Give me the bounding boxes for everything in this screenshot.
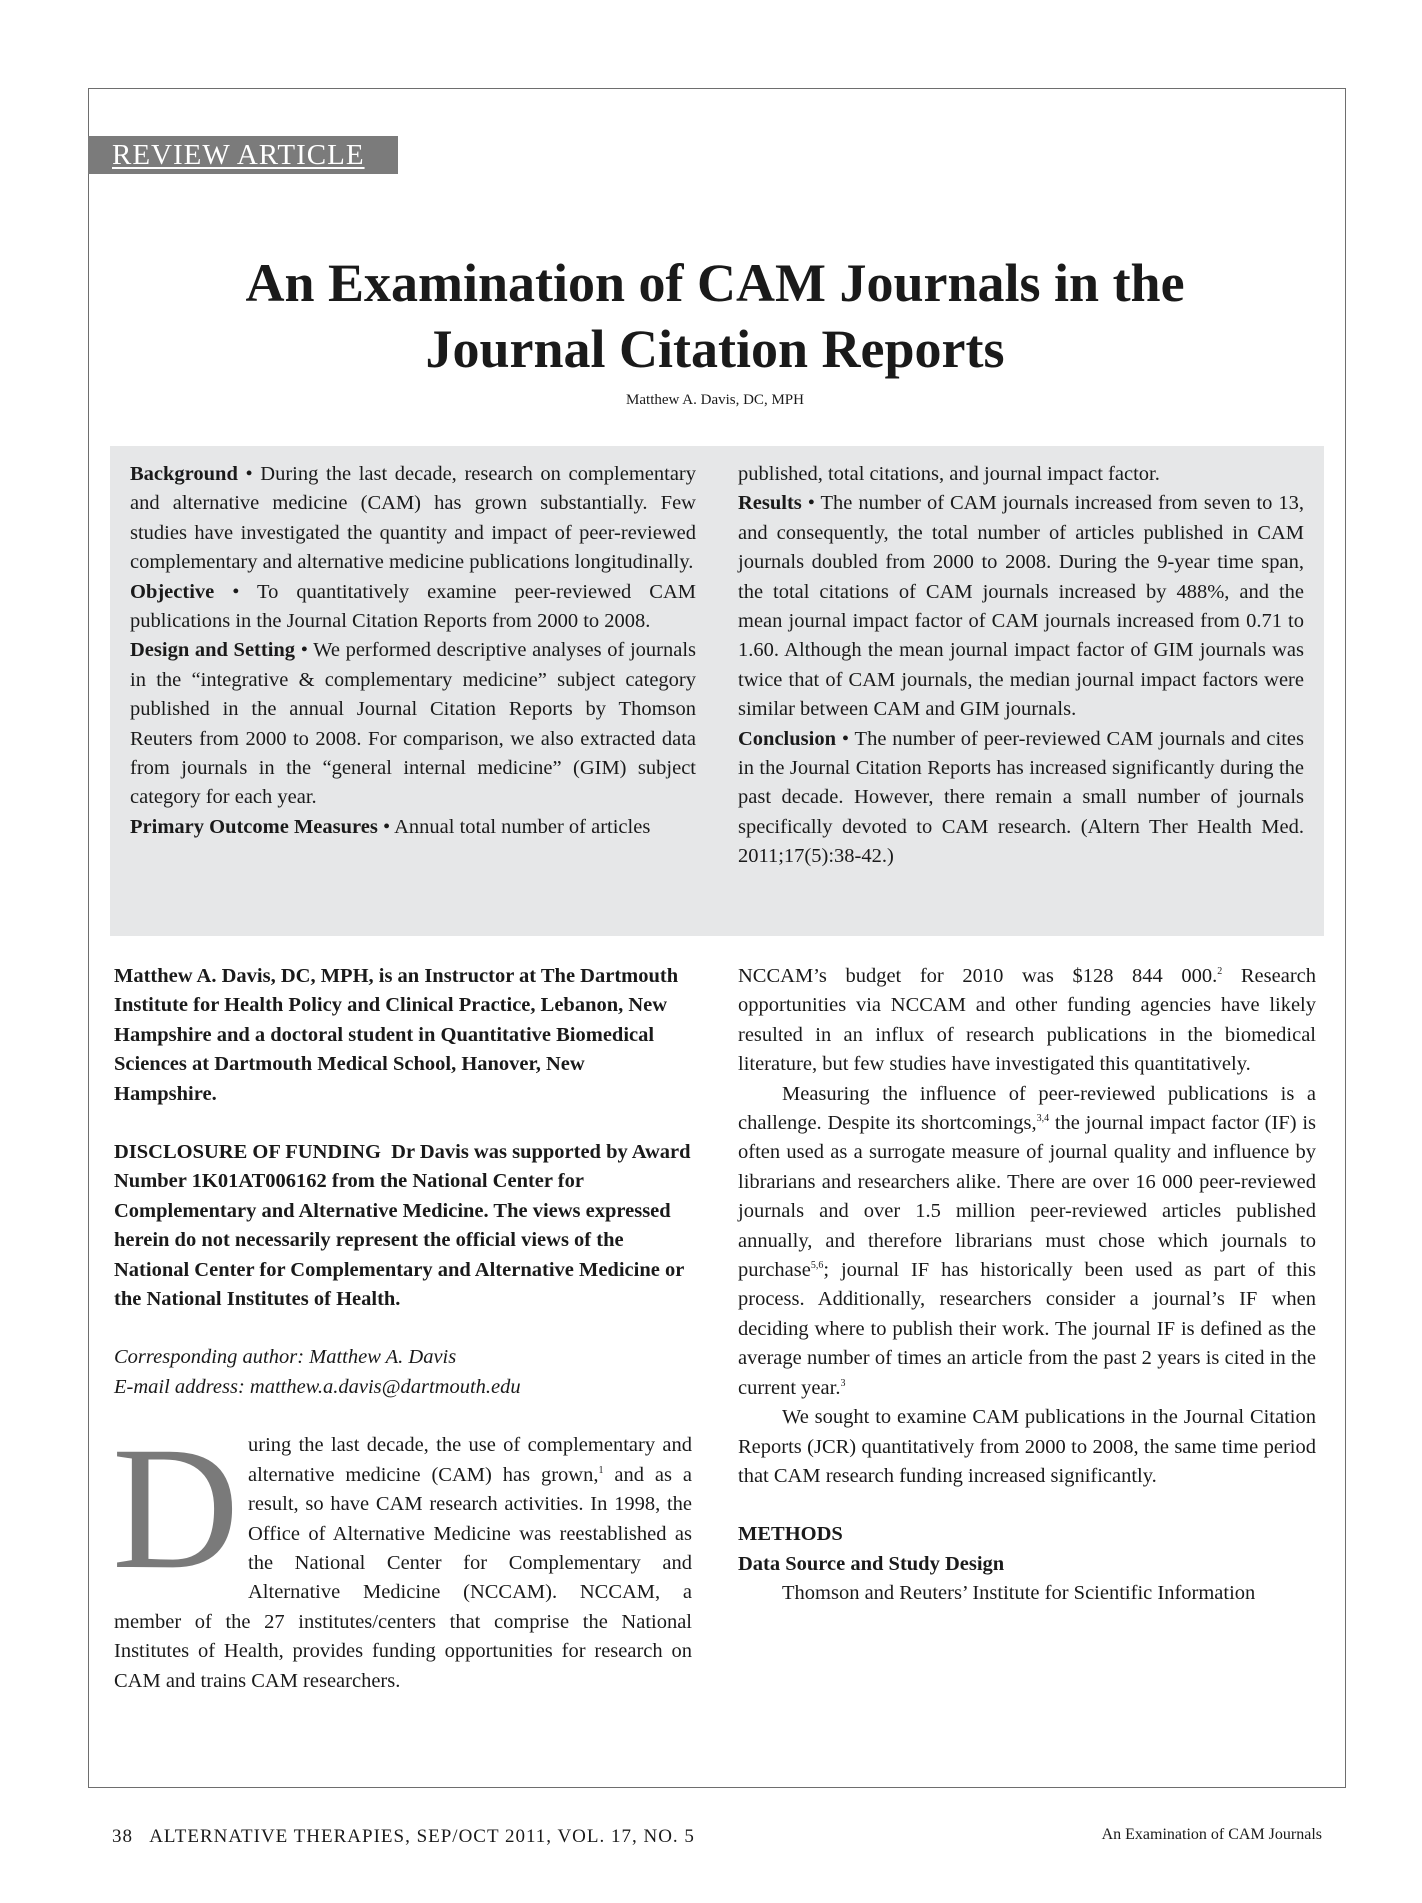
author-bio: Matthew A. Davis, DC, MPH, is an Instructor at The Dartmouth Institute for Health Policy and Clinical Practice, Lebanon, New Hampshire and a doctoral student in Quantitative Biomedical Sciences at Dartmouth Medical School, Hanover, New Hampshire. xyxy=(114,965,679,1105)
body-paragraph-2 xyxy=(738,1080,1316,1403)
intro-text-a: uring the last decade, the use of complementary and alternative medicine (CAM) has grown, xyxy=(248,1434,692,1486)
background-label: Background xyxy=(130,463,238,485)
abstract-background xyxy=(130,460,696,578)
citation-1: 1 xyxy=(598,1464,604,1476)
objective-text: • To quantitatively examine peer-reviewed CAM publications in the Journal Citation Reports from 2000 to 2008. xyxy=(130,580,696,633)
objective-label: Objective xyxy=(130,580,215,603)
drop-cap: D xyxy=(112,1411,240,1607)
intro-text-b: and as a result, so have CAM research activities. In 1998, the Office of Alternative Medicine was reestablished as the National Center for Complementary and Alternative Medicine (NCCAM). NCCAM, a member of the 27 institutes/centers that comprise the National Institutes of Health, provides funding opportunities for research on CAM and trains CAM researchers. xyxy=(114,1463,692,1692)
author-byline: Matthew A. Davis, DC, MPH xyxy=(626,392,804,408)
citation-3-4: 3,4 xyxy=(1036,1113,1050,1125)
abstract-design xyxy=(130,636,696,812)
footer-running-title: An Examination of CAM Journals xyxy=(1101,1826,1322,1843)
results-text: • The number of CAM journals increased from seven to 13, and consequently, the total number of articles published in CAM journals doubled from 2000 to 2008. During the 9-year time span, the total citations of CAM journals increased by 488%, and the mean journal impact factor of CAM journals increased from 0.71 to 1.60. Although the mean journal impact factor of GIM journals was twice that of CAM journals, the median journal impact factors were similar between CAM and GIM journals. xyxy=(738,492,1304,721)
article-title xyxy=(150,250,1280,382)
funding-text: Dr Davis was supported by Award Number 1K01AT006162 from the National Center for Complementary and Alternative Medicine. The views expressed herein do not necessarily represent the official views of the National Center for Complementary and Alternative Medicine or the National Institutes of Health. xyxy=(114,1141,691,1311)
body-right-column xyxy=(738,962,1316,1609)
abstract-conclusion xyxy=(738,725,1304,872)
body-paragraph-3: We sought to examine CAM publications in the Journal Citation Reports (JCR) quantitatively from 2000 to 2008, the same time period that CAM research funding increased significantly. xyxy=(738,1406,1316,1487)
outcome-continued: published, total citations, and journal impact factor. xyxy=(738,463,1160,485)
background-text: • During the last decade, research on complementary and alternative medicine (CAM) has grown substantially. Few studies have investigated the quantity and impact of peer-reviewed complementary and alternative medicine publications longitudinally. xyxy=(130,463,696,574)
abstract-objective xyxy=(130,578,696,637)
p2-text-c: ; journal IF has historically been used as part of this process. Additionally, researchers consider a journal’s IF when deciding where to publish their work. The journal IF is defined as the average number of times an article from the past 2 years is cited in the current year. xyxy=(738,1259,1316,1399)
results-label: Results xyxy=(738,492,802,515)
abstract-right-column xyxy=(738,460,1304,872)
citation-5-6: 5,6 xyxy=(810,1260,824,1272)
abstract-results xyxy=(738,489,1304,724)
title-line-1: An Examination of CAM Journals in the xyxy=(245,253,1185,313)
email-address: E-mail address: matthew.a.davis@dartmouth.edu xyxy=(114,1375,521,1398)
methods-subheading: Data Source and Study Design xyxy=(738,1552,1005,1575)
corresponding-info xyxy=(114,1343,692,1402)
design-label: Design and Setting xyxy=(130,639,296,662)
body-paragraph-4: Thomson and Reuters’ Institute for Scientific Information xyxy=(782,1582,1256,1605)
methods-heading: METHODS xyxy=(738,1523,843,1546)
abstract-outcome xyxy=(130,813,696,842)
section-tag: REVIEW ARTICLE xyxy=(88,136,398,174)
citation-2: 2 xyxy=(1217,966,1223,978)
body-left-column xyxy=(114,962,692,1696)
conclusion-text: • The number of peer-reviewed CAM journals and cites in the Journal Citation Reports has increased significantly during the past decade. However, there remain a small number of journals specifically devoted to CAM research. (Altern Ther Health Med. 2011;17(5):38-42.) xyxy=(738,727,1304,868)
p2-text-a: Measuring the influence of peer-reviewed publications is a challenge. Despite its shortcomings, xyxy=(738,1082,1316,1135)
title-line-2: Journal Citation Reports xyxy=(425,319,1005,379)
conclusion-label: Conclusion xyxy=(738,727,836,750)
abstract-left-column xyxy=(130,460,696,842)
p1-text-a: NCCAM’s budget for 2010 was $128 844 000. xyxy=(738,965,1218,987)
abstract-box xyxy=(110,446,1324,936)
p2-text-b: the journal impact factor (IF) is often used as a surrogate measure of journal quality and influence by librarians and researchers alike. There are over 16 000 peer-reviewed journals and over 1.5 million peer-reviewed articles published annually, and therefore librarians must chose which journals to purchase xyxy=(738,1112,1316,1282)
body-paragraph-1 xyxy=(738,962,1316,1080)
funding-label: DISCLOSURE OF FUNDING xyxy=(114,1141,381,1164)
outcome-label: Primary Outcome Measures xyxy=(130,815,378,838)
design-text: • We performed descriptive analyses of journals in the “integrative & complementary medicine” subject category published in the annual Journal Citation Reports by Thomson Reuters from 2000 to 2008. For comparison, we also extracted data from journals in the “general internal medicine” (GIM) subject category for each year. xyxy=(130,639,697,809)
outcome-text: • Annual total number of articles xyxy=(377,815,651,838)
funding-disclosure xyxy=(114,1138,692,1314)
intro-paragraph xyxy=(112,1411,692,1696)
footer-page-info: 38 ALTERNATIVE THERAPIES, SEP/OCT 2011, VOL. 17, NO. 5 xyxy=(112,1826,695,1847)
p1-text-b: Research opportunities via NCCAM and other funding agencies have likely resulted in an influx of research publications in the biomedical literature, but few studies have investigated this quantitatively. xyxy=(738,965,1317,1076)
citation-3: 3 xyxy=(840,1377,846,1389)
corresponding-author: Corresponding author: Matthew A. Davis xyxy=(114,1346,457,1369)
